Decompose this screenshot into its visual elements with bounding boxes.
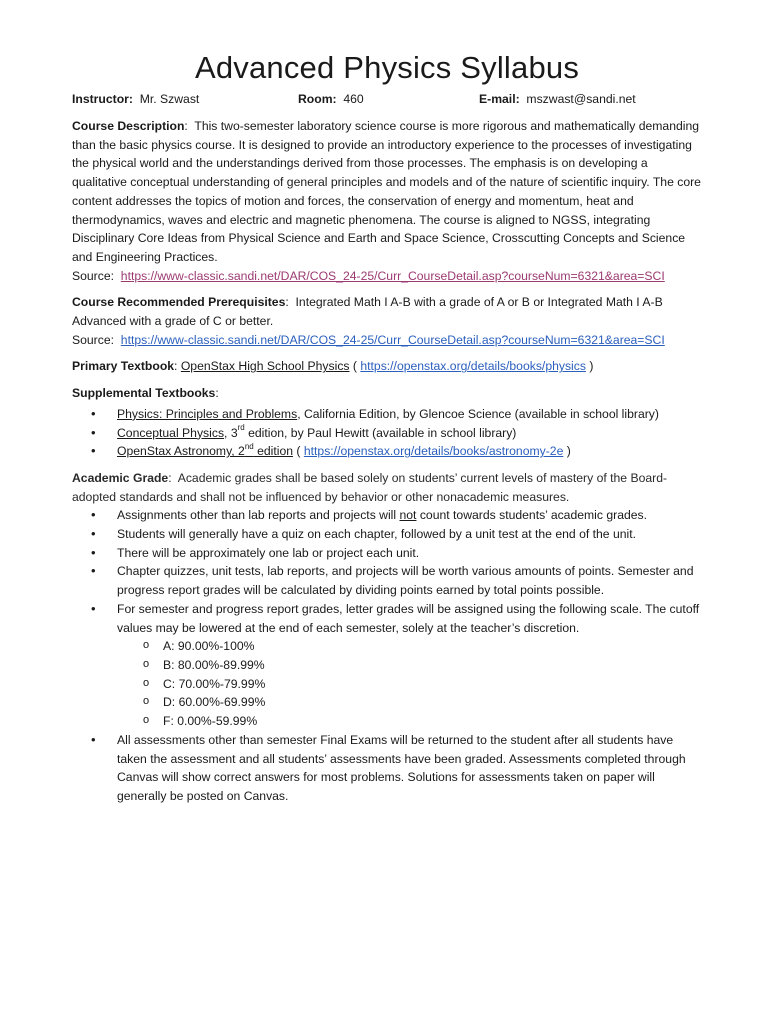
grade-bullet-5: For semester and progress report grades, letter grades will be assigned using the following scale. The cutoff values may be lowered at the end of each semester, solely at the teacher’s discretion.	[117, 601, 700, 635]
supplemental-book2-edition: , 3	[224, 425, 238, 440]
list-item: • OpenStax Astronomy, 2nd edition ( https://openstax.org/details/books/astronomy-2e )	[72, 442, 702, 461]
list-item	[72, 405, 702, 424]
grade-scale-item: o A: 90.00%-100%	[72, 637, 702, 656]
grade-bullet-1b: count towards students’ academic grades.	[416, 508, 648, 523]
list-item	[72, 600, 702, 731]
list-item: • Chapter quizzes, unit tests, lab reports, and projects will be worth various amounts of points. Semester and progress report grades will be calculated by dividing points earned by total points possible.	[72, 562, 702, 599]
prerequisites-source-label: Source:	[72, 332, 115, 347]
grade-scale-list	[117, 637, 702, 731]
prerequisites-source-link[interactable]: https://www-classic.sandi.net/DAR/COS_24-25/Curr_CourseDetail.asp?courseNum=6321&area=SCI	[120, 332, 665, 347]
supplemental-book1-details: , California Edition, by Glencoe Science (available in school library)	[297, 406, 659, 421]
supplemental-book3-title	[117, 444, 293, 458]
room-info	[298, 90, 479, 109]
supplemental-book1-title: Physics: Principles and Problems	[117, 406, 298, 421]
supplemental-book3-link[interactable]: https://openstax.org/details/books/astronomy-2e	[303, 444, 564, 459]
page-title: Advanced Physics Syllabus	[194, 50, 580, 85]
academic-grade-label: Academic Grade	[72, 470, 169, 485]
grade-bullet-1a: Assignments other than lab reports and projects will	[117, 508, 400, 523]
email-info	[479, 90, 702, 109]
primary-textbook-section: Primary Textbook: OpenStax High School Physics ( https://openstax.org/details/books/physics )	[72, 359, 594, 374]
email-label: E-mail:	[479, 92, 520, 106]
list-item	[72, 424, 702, 443]
instructor-label: Instructor:	[72, 92, 133, 106]
info-row	[72, 90, 702, 109]
room-label: Room:	[298, 92, 337, 106]
prerequisites-text: Integrated Math I A-B with a grade of A or B or Integrated Math I A-B Advanced with a grade of C or better.	[72, 295, 663, 329]
primary-textbook-title: OpenStax High School Physics	[180, 359, 350, 374]
prerequisites-section: Course Recommended Prerequisites: Integrated Math I A-B with a grade of A or B or Integrated Math I A-B Advanced with a grade of C or better. Source: https://www-classic.sandi.net/DAR/COS_24-25/Curr_CourseDetail.asp?courseNum=6321&area=SCI	[72, 295, 665, 347]
supplemental-label: Supplemental Textbooks	[72, 386, 216, 401]
course-description-source-link[interactable]: https://www-classic.sandi.net/DAR/COS_24-25/Curr_CourseDetail.asp?courseNum=6321&area=SCI	[120, 268, 665, 283]
grade-scale-item: o F: 0.00%-59.99%	[72, 712, 702, 731]
prerequisites-label: Course Recommended Prerequisites	[72, 295, 286, 310]
list-item: • All assessments other than semester Final Exams will be returned to the student after all students have taken the assessment and all students’ assessments have been graded. Assessments completed through Canvas will show correct answers for most problems. Solutions for assessments taken on paper will generally be posted on Canvas.	[72, 731, 702, 806]
supplemental-book2-sup: rd	[237, 423, 245, 433]
academic-grade-list	[72, 506, 702, 805]
list-item: • There will be approximately one lab or project each unit.	[72, 544, 702, 563]
course-description-label: Course Description	[72, 119, 185, 133]
course-description-text: This two-semester laboratory science course is more rigorous and mathematically demanding than the basic physics course. It is designed to provide an introductory experience to the processes of investigating the physical world and the understandings derived from those processes. The emphasis is on developing a qualitative conceptual understanding of general principles and models and of the nature of scientific inquiry. The core content addresses the topics of motion and forces, the conservation of energy and momentum, heat and thermodynamics, waves and electric and magnetic phenomena. The course is aligned to NGSS, integrating Disciplinary Core Ideas from Physical Science and Earth and Space Science, Crosscutting Concepts and Science and Engineering Practices.	[72, 119, 701, 264]
instructor-info	[72, 90, 298, 109]
grade-bullet-1-underlined: not	[399, 508, 417, 523]
supplemental-book3-title-b: edition	[253, 444, 294, 459]
supplemental-book3-sup: nd	[244, 442, 254, 452]
list-item: • Students will generally have a quiz on each chapter, followed by a unit test at the end of the unit.	[72, 525, 702, 544]
primary-textbook-link[interactable]: https://openstax.org/details/books/physics	[360, 359, 586, 374]
supplemental-heading: Supplemental Textbooks:	[72, 386, 219, 401]
instructor-value: Mr. Szwast	[139, 92, 200, 106]
grade-scale-item: o D: 60.00%-69.99%	[72, 693, 702, 712]
list-item	[72, 506, 702, 525]
supplemental-book2-title: Conceptual Physics	[117, 425, 225, 440]
supplemental-list	[72, 405, 702, 461]
course-description-source-label: Source:	[72, 268, 115, 283]
academic-grade-text: Academic grades shall be based solely on students’ current levels of mastery of the Board-adopted standards and shall not be influenced by behavior or other nonacademic measures.	[72, 470, 668, 504]
grade-scale-item: o B: 80.00%-89.99%	[72, 656, 702, 675]
supplemental-book3-title-a: OpenStax Astronomy, 2	[117, 444, 245, 459]
academic-grade-section: Academic Grade: Academic grades shall be based solely on students’ current levels of mastery of the Board-adopted standards and shall not be influenced by behavior or other nonacademic measures.	[72, 470, 668, 504]
primary-textbook-label: Primary Textbook	[72, 359, 175, 374]
course-description-section: Course Description: This two-semester laboratory science course is more rigorous and mathematically demanding than the basic physics course. It is designed to provide an introductory experience to the processes of investigating the physical world and the understandings derived from those processes. The emphasis is on developing a qualitative conceptual understanding of general principles and models and of the nature of scientific inquiry. The core content addresses the topics of motion and forces, the conservation of energy and momentum, heat and thermodynamics, waves and electric and magnetic phenomena. The course is aligned to NGSS, integrating Disciplinary Core Ideas from Physical Science and Earth and Space Science, Crosscutting Concepts and Science and Engineering Practices. Source: https://www-classic.sandi.net/DAR/COS_24-25/Curr_CourseDetail.asp?courseNum=6321&area=SCI	[72, 119, 701, 283]
grade-scale-item: o C: 70.00%-79.99%	[72, 675, 702, 694]
email-value: mszwast@sandi.net	[526, 92, 636, 106]
room-value: 460	[343, 92, 364, 106]
supplemental-book2-details: edition, by Paul Hewitt (available in school library)	[244, 425, 517, 440]
